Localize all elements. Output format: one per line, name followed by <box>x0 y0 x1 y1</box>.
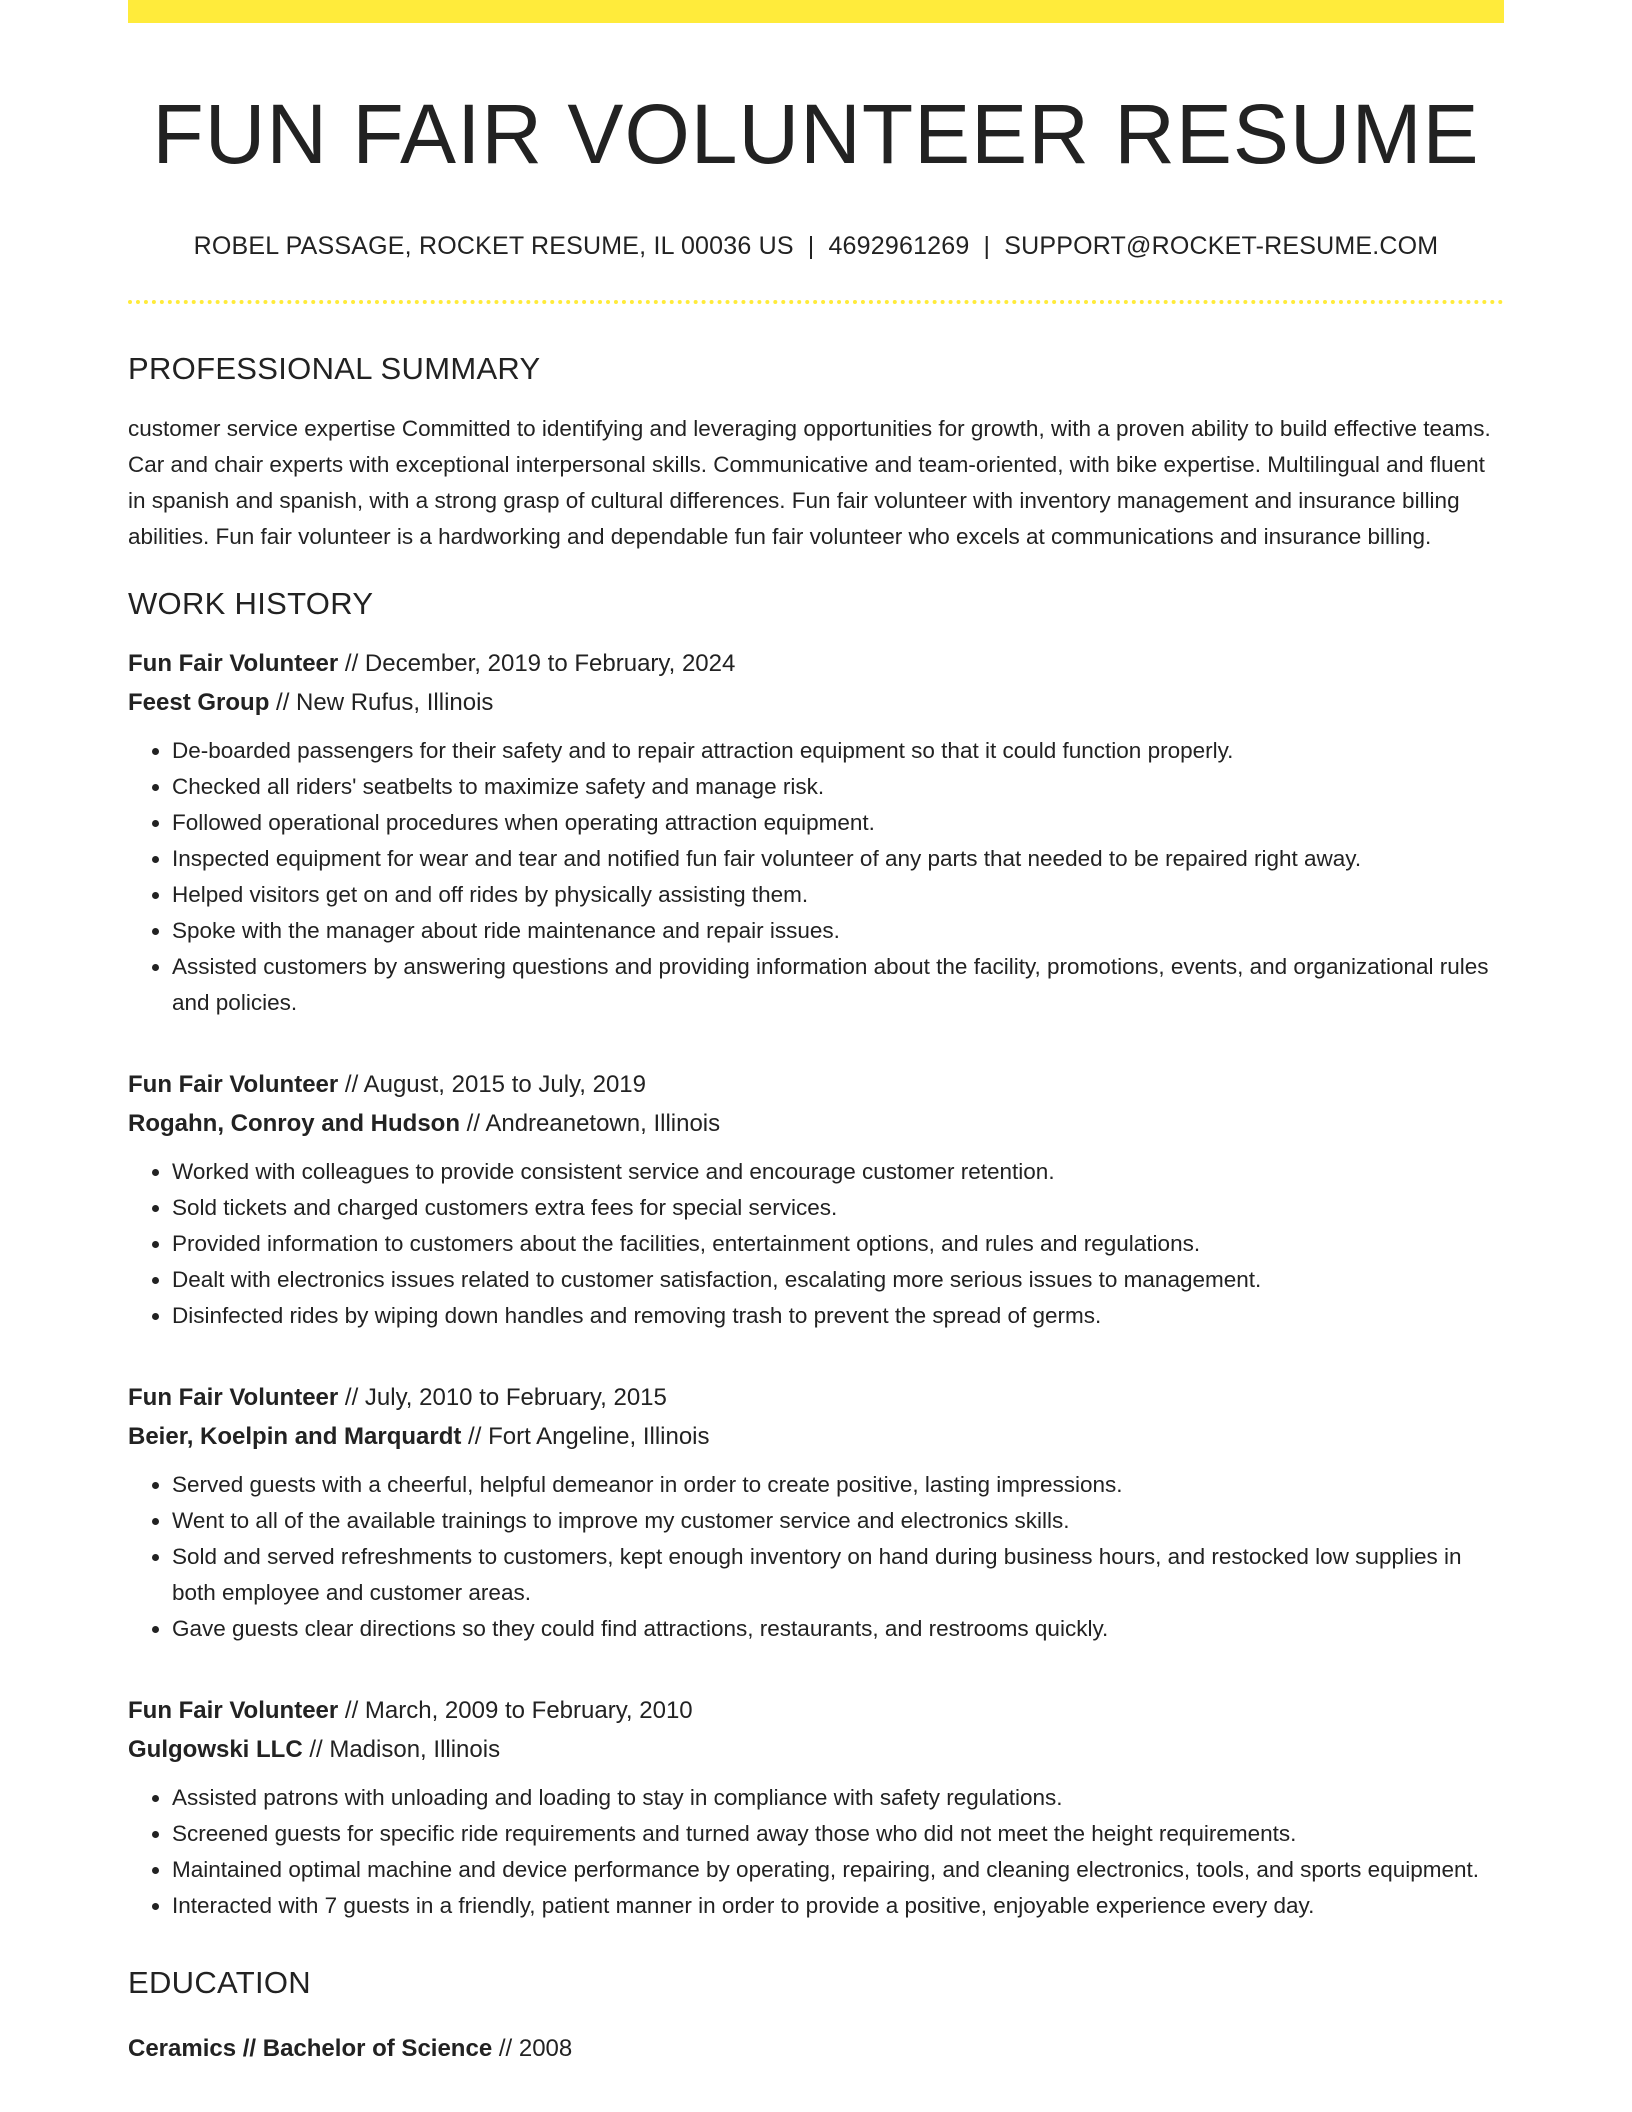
job-bullet: • Inspected equipment for wear and tear and notified fun fair volunteer of any parts that needed to be repaired right away. <box>172 841 1504 877</box>
job-company: Feest Group <box>128 689 270 717</box>
job-entry <box>128 1065 1504 1334</box>
work-history-list <box>128 644 1504 1924</box>
job-dates: // July, 2010 to February, 2015 <box>338 1384 667 1412</box>
education-entry <box>128 2029 1504 2068</box>
contact-email: SUPPORT@ROCKET-RESUME.COM <box>1004 231 1439 260</box>
summary-heading: PROFESSIONAL SUMMARY <box>128 350 541 386</box>
job-entry <box>128 1378 1504 1647</box>
job-title: Fun Fair Volunteer <box>128 1697 339 1725</box>
job-company-line <box>128 1104 1504 1143</box>
job-bullet: • Checked all riders' seatbelts to maximize safety and manage risk. <box>172 769 1504 805</box>
contact-line <box>128 231 1504 261</box>
job-title: Fun Fair Volunteer <box>128 1384 339 1412</box>
job-bullets <box>128 1780 1504 1924</box>
job-company: Rogahn, Conroy and Hudson <box>128 1110 460 1138</box>
job-bullet: • De-boarded passengers for their safety and to repair attraction equipment so that it could function properly. <box>172 733 1504 769</box>
work-history-heading: WORK HISTORY <box>128 585 374 621</box>
job-dates: // August, 2015 to July, 2019 <box>338 1071 647 1099</box>
accent-bar <box>128 0 1504 23</box>
job-bullet: • Dealt with electronics issues related to customer satisfaction, escalating more serious issues to management. <box>172 1262 1504 1298</box>
job-bullet: • Gave guests clear directions so they could find attractions, restaurants, and restrooms quickly. <box>172 1611 1504 1647</box>
job-company: Gulgowski LLC <box>128 1736 303 1764</box>
job-location: // Andreanetown, Illinois <box>459 1110 721 1138</box>
education-year: // 2008 <box>492 2035 573 2063</box>
job-bullets <box>128 1154 1504 1334</box>
job-company-line <box>128 683 1504 722</box>
job-title: Fun Fair Volunteer <box>128 1071 339 1099</box>
job-location: // Madison, Illinois <box>302 1736 501 1764</box>
education-heading: EDUCATION <box>128 1965 311 2001</box>
job-bullets <box>128 1467 1504 1647</box>
job-bullet: • Followed operational procedures when operating attraction equipment. <box>172 805 1504 841</box>
job-bullets <box>128 733 1504 1021</box>
job-bullet: • Worked with colleagues to provide consistent service and encourage customer retention. <box>172 1154 1504 1190</box>
summary-text: customer service expertise Committed to identifying and leveraging opportunities for growth, with a proven ability to build effective teams. Car and chair experts with exceptional interpersonal skills. Communicative and team-oriented, with bike expertise. Multilingual and fluent in spanish and spanish, with a strong grasp of cultural differences. Fun fair volunteer with inventory management and insurance billing abilities. Fun fair volunteer is a hardworking and dependable fun fair volunteer who excels at communications and insurance billing. <box>128 415 1491 549</box>
job-bullet: • Provided information to customers about the facilities, entertainment options, and rules and regulations. <box>172 1226 1504 1262</box>
job-company: Beier, Koelpin and Marquardt <box>128 1423 462 1451</box>
resume-title: FUN FAIR VOLUNTEER RESUME <box>152 87 1480 181</box>
job-title: Fun Fair Volunteer <box>128 650 339 678</box>
job-dates: // December, 2019 to February, 2024 <box>338 650 736 678</box>
job-bullet: • Disinfected rides by wiping down handles and removing trash to prevent the spread of germs. <box>172 1298 1504 1334</box>
job-bullet: • Sold and served refreshments to customers, kept enough inventory on hand during business hours, and restocked low supplies in both employee and customer areas. <box>172 1539 1504 1611</box>
job-bullet: • Served guests with a cheerful, helpful demeanor in order to create positive, lasting impressions. <box>172 1467 1504 1503</box>
job-bullet: • Interacted with 7 guests in a friendly, patient manner in order to provide a positive, enjoyable experience every day. <box>172 1888 1504 1924</box>
resume-page <box>128 0 1504 2068</box>
job-location: // Fort Angeline, Illinois <box>461 1423 710 1451</box>
job-title-line <box>128 644 1504 683</box>
job-bullet: • Went to all of the available trainings to improve my customer service and electronics skills. <box>172 1503 1504 1539</box>
job-company-line <box>128 1730 1504 1769</box>
job-dates: // March, 2009 to February, 2010 <box>338 1697 693 1725</box>
job-bullet: • Sold tickets and charged customers extra fees for special services. <box>172 1190 1504 1226</box>
dotted-divider <box>128 300 1504 304</box>
job-company-line <box>128 1417 1504 1456</box>
job-bullet: • Spoke with the manager about ride maintenance and repair issues. <box>172 913 1504 949</box>
contact-separator: | <box>807 231 815 260</box>
job-location: // New Rufus, Illinois <box>269 689 494 717</box>
job-title-line <box>128 1065 1504 1104</box>
job-bullet: • Helped visitors get on and off rides by physically assisting them. <box>172 877 1504 913</box>
contact-phone: 4692961269 <box>828 231 970 260</box>
job-bullet: • Maintained optimal machine and device performance by operating, repairing, and cleaning electronics, tools, and sports equipment. <box>172 1852 1504 1888</box>
contact-separator: | <box>983 231 991 260</box>
job-bullet: • Assisted customers by answering questions and providing information about the facility, promotions, events, and organizational rules and policies. <box>172 949 1504 1021</box>
education-degree: Ceramics // Bachelor of Science <box>128 2035 493 2063</box>
job-entry <box>128 1691 1504 1924</box>
job-title-line <box>128 1691 1504 1730</box>
job-bullet: • Screened guests for specific ride requirements and turned away those who did not meet the height requirements. <box>172 1816 1504 1852</box>
job-bullet: • Assisted patrons with unloading and loading to stay in compliance with safety regulations. <box>172 1780 1504 1816</box>
job-entry <box>128 644 1504 1021</box>
job-title-line <box>128 1378 1504 1417</box>
contact-address: ROBEL PASSAGE, ROCKET RESUME, IL 00036 US <box>193 231 794 260</box>
